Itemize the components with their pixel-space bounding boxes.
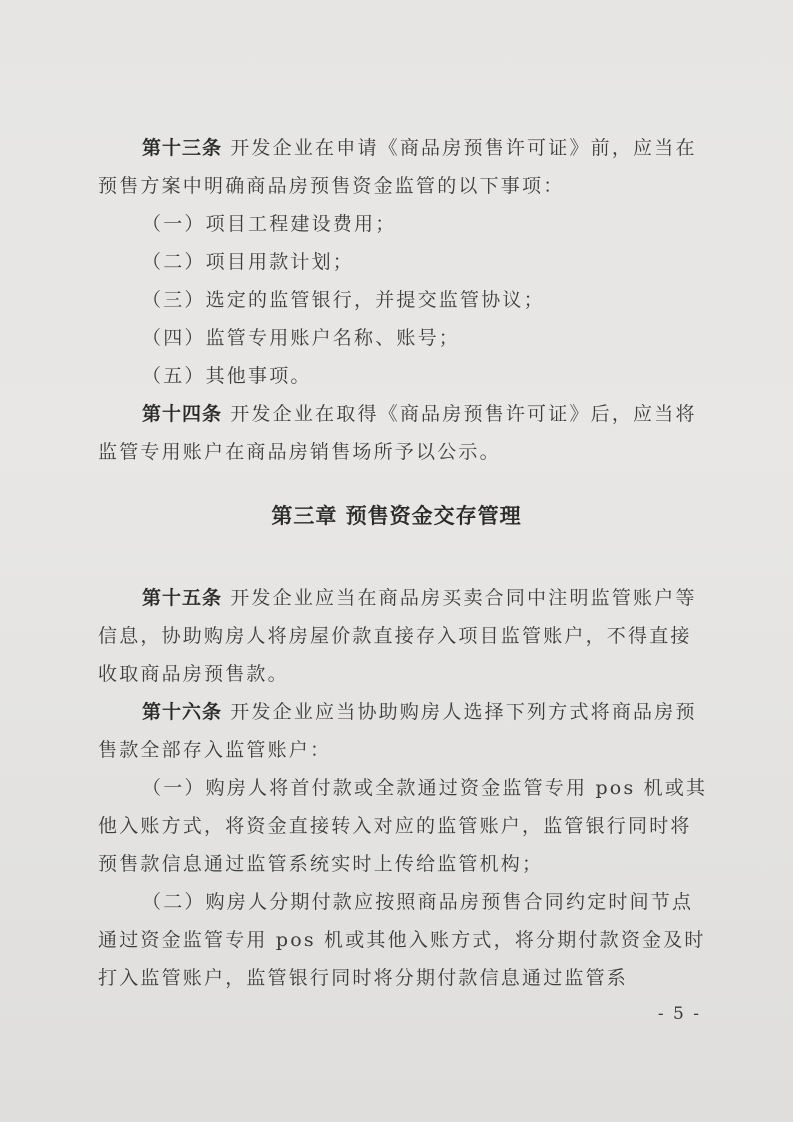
article-16 [98,693,710,769]
article-16-label: 第十六条 [142,701,223,723]
article-16-item-2: （二）购房人分期付款应按照商品房预售合同约定时间节点通过资金监管专用 pos 机或其他入账方式，将分期付款资金及时打入监管账户，监管银行同时将分期付款信息通过监管系 [98,891,706,989]
article-13-item-1: （一）项目工程建设费用； [142,213,397,235]
article-15-label: 第十五条 [142,587,223,609]
article-13-item-4: （四）监管专用账户名称、账号； [142,327,461,349]
article-13 [98,129,710,205]
article-13-item-2: （二）项目用款计划； [142,251,355,273]
article-16-item-1: （一）购房人将首付款或全款通过资金监管专用 pos 机或其他入账方式，将资金直接转入对应的监管账户，监管银行同时将预售款信息通过监管系统实时上传给监管机构； [98,777,708,875]
chapter-heading: 第三章 预售资金交存管理 [271,504,522,528]
article-16-text: 开发企业应当协助购房人选择下列方式将商品房预售款全部存入监管账户： [98,701,697,761]
article-15-text: 开发企业应当在商品房买卖合同中注明监管账户等信息，协助购房人将房屋价款直接存入项目监管账户，不得直接收取商品房预售款。 [98,587,697,685]
article-13-item-5: （五）其他事项。 [142,365,312,387]
article-13-text: 开发企业在申请《商品房预售许可证》前，应当在预售方案中明确商品房预售资金监管的以下事项： [98,137,697,197]
page-number: - 5 - [657,1004,701,1024]
article-13-label: 第十三条 [142,137,223,159]
article-14-label: 第十四条 [142,403,223,425]
article-15 [98,579,710,693]
article-14 [98,395,710,471]
article-13-item-3: （三）选定的监管银行，并提交监管协议； [142,289,545,311]
article-14-text: 开发企业在取得《商品房预售许可证》后，应当将监管专用账户在商品房销售场所予以公示。 [98,403,697,463]
